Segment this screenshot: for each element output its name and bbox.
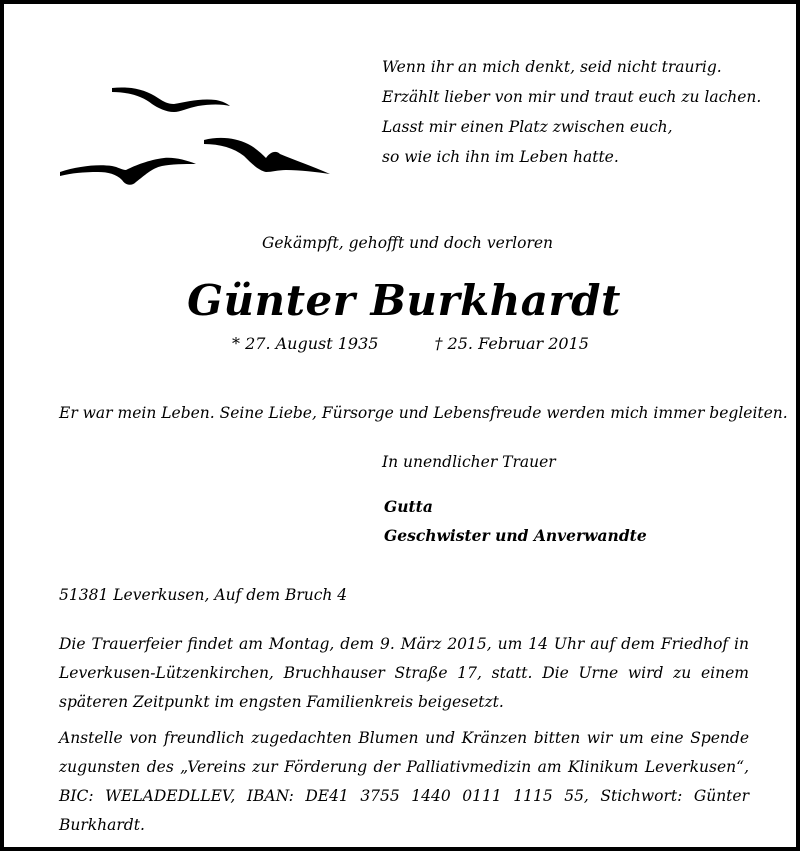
death-date: † 25. Februar 2015 [434, 334, 589, 353]
life-dates [232, 334, 589, 353]
tribute-quote: Er war mein Leben. Seine Liebe, Fürsorge und Lebensfreude werden mich immer begleiten. [59, 404, 788, 422]
bird-icon [204, 138, 330, 174]
mourning-line: In unendlicher Trauer [382, 453, 556, 471]
donation-info: Anstelle von freundlich zugedachten Blumen und Kränzen bitten wir um eine Spende zugunsten des „Vereins zur Förderung der Palliativmedizin am Klinikum Leverkusen“, BIC: WELADEDLLEV, IBAN: DE41 3755 1440 0111 1115 55, Stichwort: Günter Burkhardt. [59, 729, 749, 834]
poem [382, 52, 761, 172]
poem-line: Erzählt lieber von mir und traut euch zu lachen. [382, 88, 762, 106]
deceased-name: Günter Burkhardt [187, 276, 621, 325]
funeral-info: Die Trauerfeier findet am Montag, dem 9. März 2015, um 14 Uhr auf dem Friedhof in Leverkusen-Lützenkirchen, Bruchhauser Straße 17, statt. Die Urne wird zu einem späteren Zeitpunkt im engsten Familienkreis beigesetzt. [59, 635, 749, 711]
flying-birds-icon [54, 74, 344, 194]
motto: Gekämpft, gehofft und doch verloren [262, 234, 554, 252]
mourner-name: Gutta [384, 497, 433, 516]
birth-date: * 27. August 1935 [232, 334, 379, 353]
poem-line: so wie ich ihn im Leben hatte. [382, 148, 619, 166]
bird-icon [112, 87, 230, 112]
poem-line: Lasst mir einen Platz zwischen euch, [382, 118, 673, 136]
poem-line: Wenn ihr an mich denkt, seid nicht traurig. [382, 58, 722, 76]
mourner-name: Geschwister und Anverwandte [384, 526, 647, 545]
address: 51381 Leverkusen, Auf dem Bruch 4 [59, 586, 348, 604]
mourners [384, 492, 647, 550]
bird-icon [60, 158, 196, 185]
